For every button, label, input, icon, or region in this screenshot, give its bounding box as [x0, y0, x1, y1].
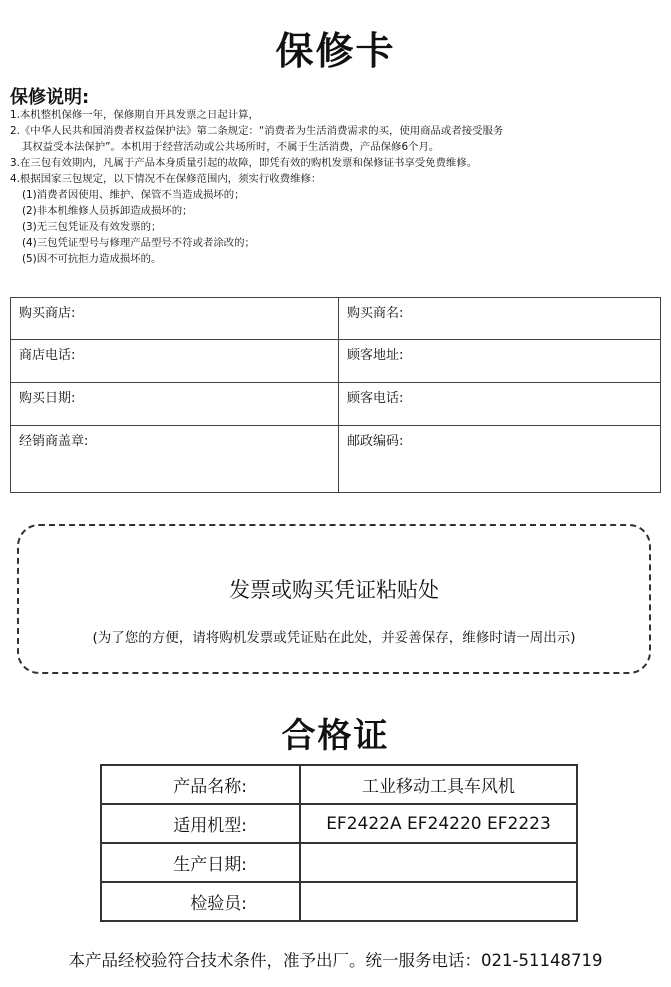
term-line: (5)因不可抗拒力造成损坏的。	[22, 253, 162, 265]
purchase-date-field[interactable]: 购买日期:	[11, 383, 339, 426]
dealer-stamp-field[interactable]: 经销商盖章:	[11, 426, 339, 493]
customer-address-field[interactable]: 顾客地址:	[339, 340, 661, 383]
purchase-info-form	[10, 297, 661, 493]
term-line: (4)三包凭证型号与修理产品型号不符或者涂改的；	[22, 237, 255, 249]
warranty-card-title: 保修卡	[275, 29, 396, 73]
term-line: 2.《中华人民共和国消费者权益保护法》第二条规定：“消费者为生活消费需求的买，使用商品或者接受服务	[10, 125, 504, 137]
table-row	[101, 804, 577, 843]
term-line: 其权益受本法保护”。本机用于经营活动或公共场所时，不属于生活消费，产品保修6个月。	[22, 141, 440, 153]
term-line: 4.根据国家三包规定，以下情况不在保修范围内，须实行收费维修：	[10, 173, 322, 185]
product-name-value: 工业移动工具车风机	[300, 765, 577, 804]
term-line: (1)消费者因使用、维护、保管不当造成损坏的；	[22, 189, 245, 201]
production-date-label: 生产日期:	[101, 843, 300, 882]
table-row	[101, 843, 577, 882]
shop-phone-field[interactable]: 商店电话:	[11, 340, 339, 383]
inspector-label: 检验员:	[101, 882, 300, 921]
warranty-terms	[10, 107, 665, 267]
warranty-instructions-heading: 保修说明:	[10, 87, 90, 108]
model-value: EF2422A EF24220 EF2223	[300, 804, 577, 843]
product-name-label: 产品名称:	[101, 765, 300, 804]
product-name-field[interactable]: 购买商名:	[339, 298, 661, 340]
invoice-paste-note: (为了您的方便，请将购机发票或凭证贴在此处，并妥善保存，维修时请一周出示)	[92, 630, 576, 646]
purchase-shop-field[interactable]: 购买商店:	[11, 298, 339, 340]
term-line: 3.在三包有效期内，凡属于产品本身质量引起的故障，即凭有效的购机发票和保修证书享受免费维修。	[10, 157, 478, 169]
term-line: (3)无三包凭证及有效发票的；	[22, 221, 162, 233]
production-date-value[interactable]	[300, 843, 577, 882]
customer-phone-field[interactable]: 顾客电话:	[339, 383, 661, 426]
term-line: 1.本机整机保修一年，保修期自开具发票之日起计算，	[10, 109, 259, 121]
inspector-value[interactable]	[300, 882, 577, 921]
invoice-paste-area	[17, 524, 651, 674]
certificate-footer: 本产品经校验符合技术条件，准予出厂。统一服务电话：021-51148719	[68, 951, 603, 970]
model-label: 适用机型:	[101, 804, 300, 843]
table-row	[101, 882, 577, 921]
certificate-table	[100, 764, 578, 922]
term-line: (2)非本机维修人员拆卸造成损坏的；	[22, 205, 193, 217]
invoice-paste-title: 发票或购买凭证粘贴处	[229, 578, 439, 602]
table-row	[101, 765, 577, 804]
certificate-title: 合格证	[281, 716, 390, 756]
postal-code-field[interactable]: 邮政编码:	[339, 426, 661, 493]
